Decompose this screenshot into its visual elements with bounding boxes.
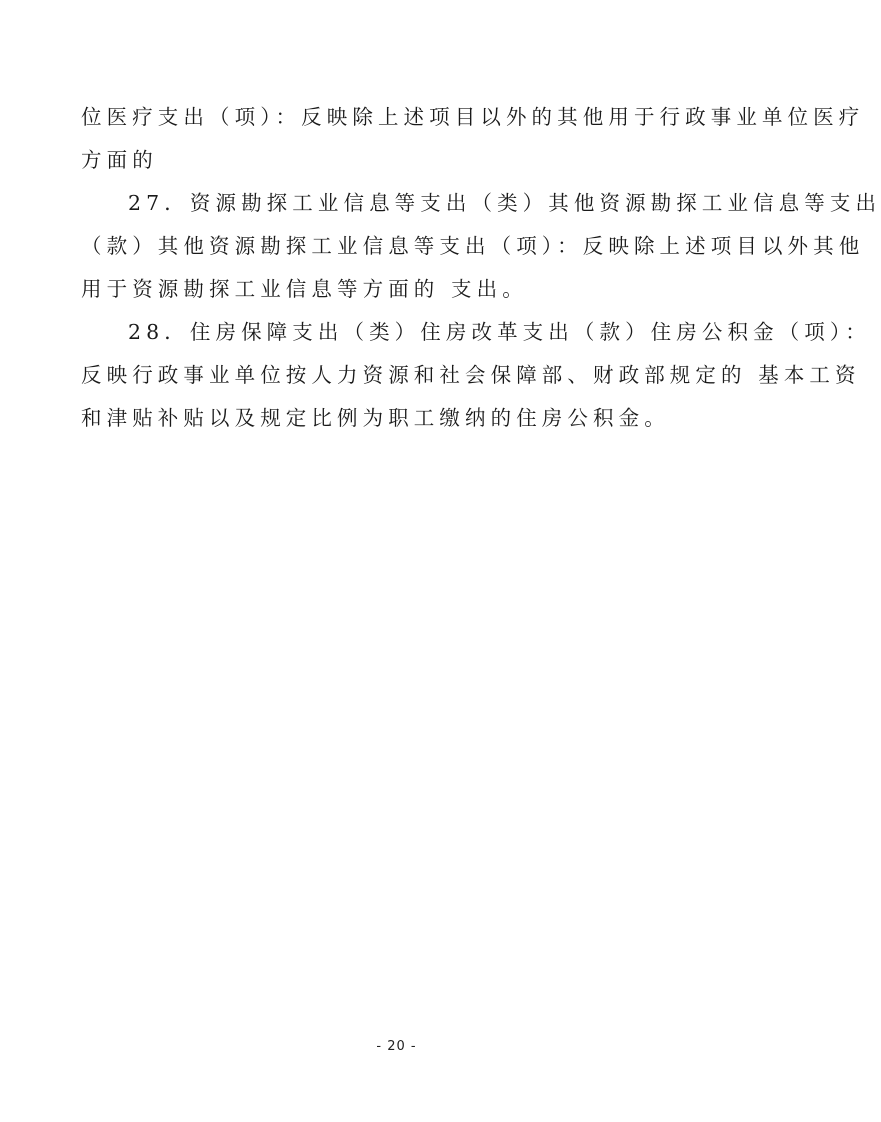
paragraph-27-line-3: 用于资源勘探工业信息等方面的 支出。 bbox=[81, 277, 528, 301]
paragraph-27-line-1: 27．资源勘探工业信息等支出（类）其他资源勘探工业信息等支出 bbox=[128, 191, 881, 215]
page-number: - 20 - bbox=[376, 1039, 417, 1054]
paragraph-medical-line-2: 方面的 bbox=[81, 148, 158, 172]
paragraph-27-line-2: （款）其他资源勘探工业信息等支出（项）：反映除上述项目以外其他 bbox=[81, 234, 865, 258]
paragraph-medical-line-1: 位医疗支出（项）：反映除上述项目以外的其他用于行政事业单位医疗 bbox=[81, 105, 865, 129]
paragraph-28-line-3: 和津贴补贴以及规定比例为职工缴纳的住房公积金。 bbox=[81, 406, 670, 430]
paragraph-28-line-2: 反映行政事业单位按人力资源和社会保障部、财政部规定的 基本工资 bbox=[81, 363, 861, 387]
paragraph-28-line-1: 28．住房保障支出（类）住房改革支出（款）住房公积金（项）： bbox=[128, 320, 871, 344]
